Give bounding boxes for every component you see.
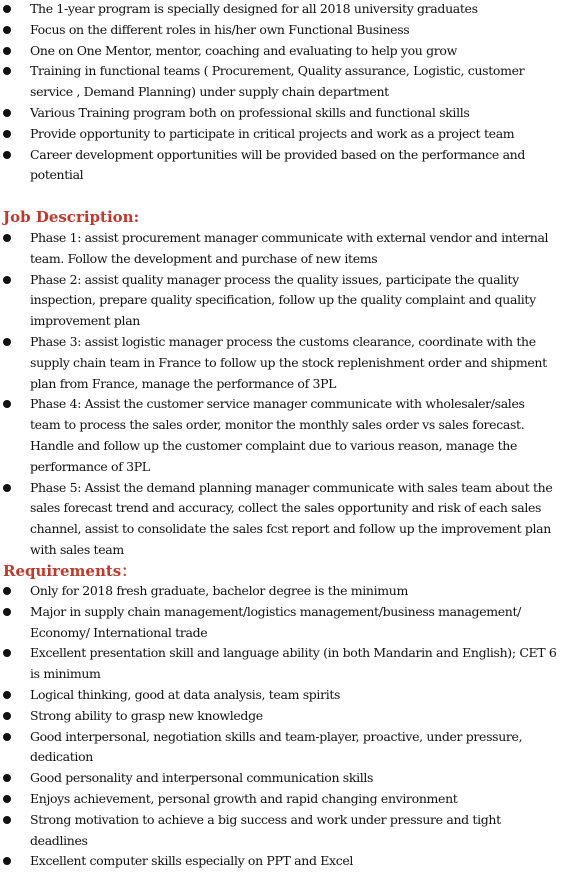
- bullet-icon: [3, 234, 11, 242]
- bullet-icon: [3, 733, 11, 741]
- list-item: Phase 1: assist procurement manager communicate with external vendor and internal team. Follow the development and purchase of new items: [0, 228, 564, 270]
- list-item: Strong motivation to achieve a big success and work under pressure and tight deadlines: [0, 810, 564, 852]
- list-item: Training in functional teams ( Procurement, Quality assurance, Logistic, customer service , Demand Planning) under supply chain department: [0, 61, 564, 103]
- bullet-icon: [3, 26, 11, 34]
- list-item: The 1-year program is specially designed for all 2018 university graduates: [0, 0, 564, 20]
- bullet-icon: [3, 400, 11, 408]
- bullet-icon: [3, 608, 11, 616]
- list-item: Career development opportunities will be provided based on the performance and potential: [0, 145, 564, 187]
- list-item: Focus on the different roles in his/her own Functional Business: [0, 20, 564, 41]
- intro-section: [0, 0, 564, 186]
- bullet-icon: [3, 816, 11, 824]
- job-description-heading: Job Description:: [3, 208, 140, 226]
- bullet-icon: [3, 5, 11, 13]
- bullet-icon: [3, 649, 11, 657]
- list-item: Provide opportunity to participate in critical projects and work as a project team: [0, 124, 564, 145]
- list-item: Phase 2: assist quality manager process the quality issues, participate the quality inspection, prepare quality specification, follow up the quality complaint and quality improvement plan: [0, 270, 564, 332]
- job-description-section: [0, 208, 564, 561]
- list-item: Good interpersonal, negotiation skills and team-player, proactive, under pressure, dedication: [0, 727, 564, 769]
- intro-list: [0, 0, 564, 186]
- list-item: Enjoys achievement, personal growth and rapid changing environment: [0, 789, 564, 810]
- list-item: One on One Mentor, mentor, coaching and evaluating to help you grow: [0, 41, 564, 62]
- bullet-icon: [3, 587, 11, 595]
- list-item: Excellent computer skills especially on PPT and Excel: [0, 851, 564, 872]
- list-item: Logical thinking, good at data analysis, team spirits: [0, 685, 564, 706]
- bullet-icon: [3, 276, 11, 284]
- list-item: Major in supply chain management/logistics management/business management/ Economy/ International trade: [0, 602, 564, 644]
- list-item: Phase 3: assist logistic manager process the customs clearance, coordinate with the supply chain team in France to follow up the stock replenishment order and shipment plan from France, manage the performance of 3PL: [0, 332, 564, 394]
- bullet-icon: [3, 130, 11, 138]
- requirements-heading: Requirements：: [3, 562, 137, 580]
- list-item: Phase 4: Assist the customer service manager communicate with wholesaler/sales team to process the sales order, monitor the monthly sales order vs sales forecast. Handle and follow up the customer complaint due to various reason, manage the performance of 3PL: [0, 394, 564, 477]
- bullet-icon: [3, 484, 11, 492]
- bullet-icon: [3, 857, 11, 865]
- bullet-icon: [3, 712, 11, 720]
- bullet-icon: [3, 151, 11, 159]
- list-item: Phase 5: Assist the demand planning manager communicate with sales team about the sales forecast trend and accuracy, collect the sales opportunity and risk of each sales channel, assist to consolidate the sales fcst report and follow up the improvement plan with sales team: [0, 478, 564, 561]
- bullet-icon: [3, 795, 11, 803]
- bullet-icon: [3, 47, 11, 55]
- job-description-list: [0, 228, 564, 561]
- bullet-icon: [3, 774, 11, 782]
- list-item: Good personality and interpersonal communication skills: [0, 768, 564, 789]
- bullet-icon: [3, 67, 11, 75]
- bullet-icon: [3, 109, 11, 117]
- requirements-list: [0, 581, 564, 872]
- bullet-icon: [3, 338, 11, 346]
- list-item: Excellent presentation skill and language ability (in both Mandarin and English); CET 6 is minimum: [0, 643, 564, 685]
- list-item: Strong ability to grasp new knowledge: [0, 706, 564, 727]
- list-item: Only for 2018 fresh graduate, bachelor degree is the minimum: [0, 581, 564, 602]
- list-item: Various Training program both on professional skills and functional skills: [0, 103, 564, 124]
- requirements-section: [0, 562, 564, 872]
- bullet-icon: [3, 691, 11, 699]
